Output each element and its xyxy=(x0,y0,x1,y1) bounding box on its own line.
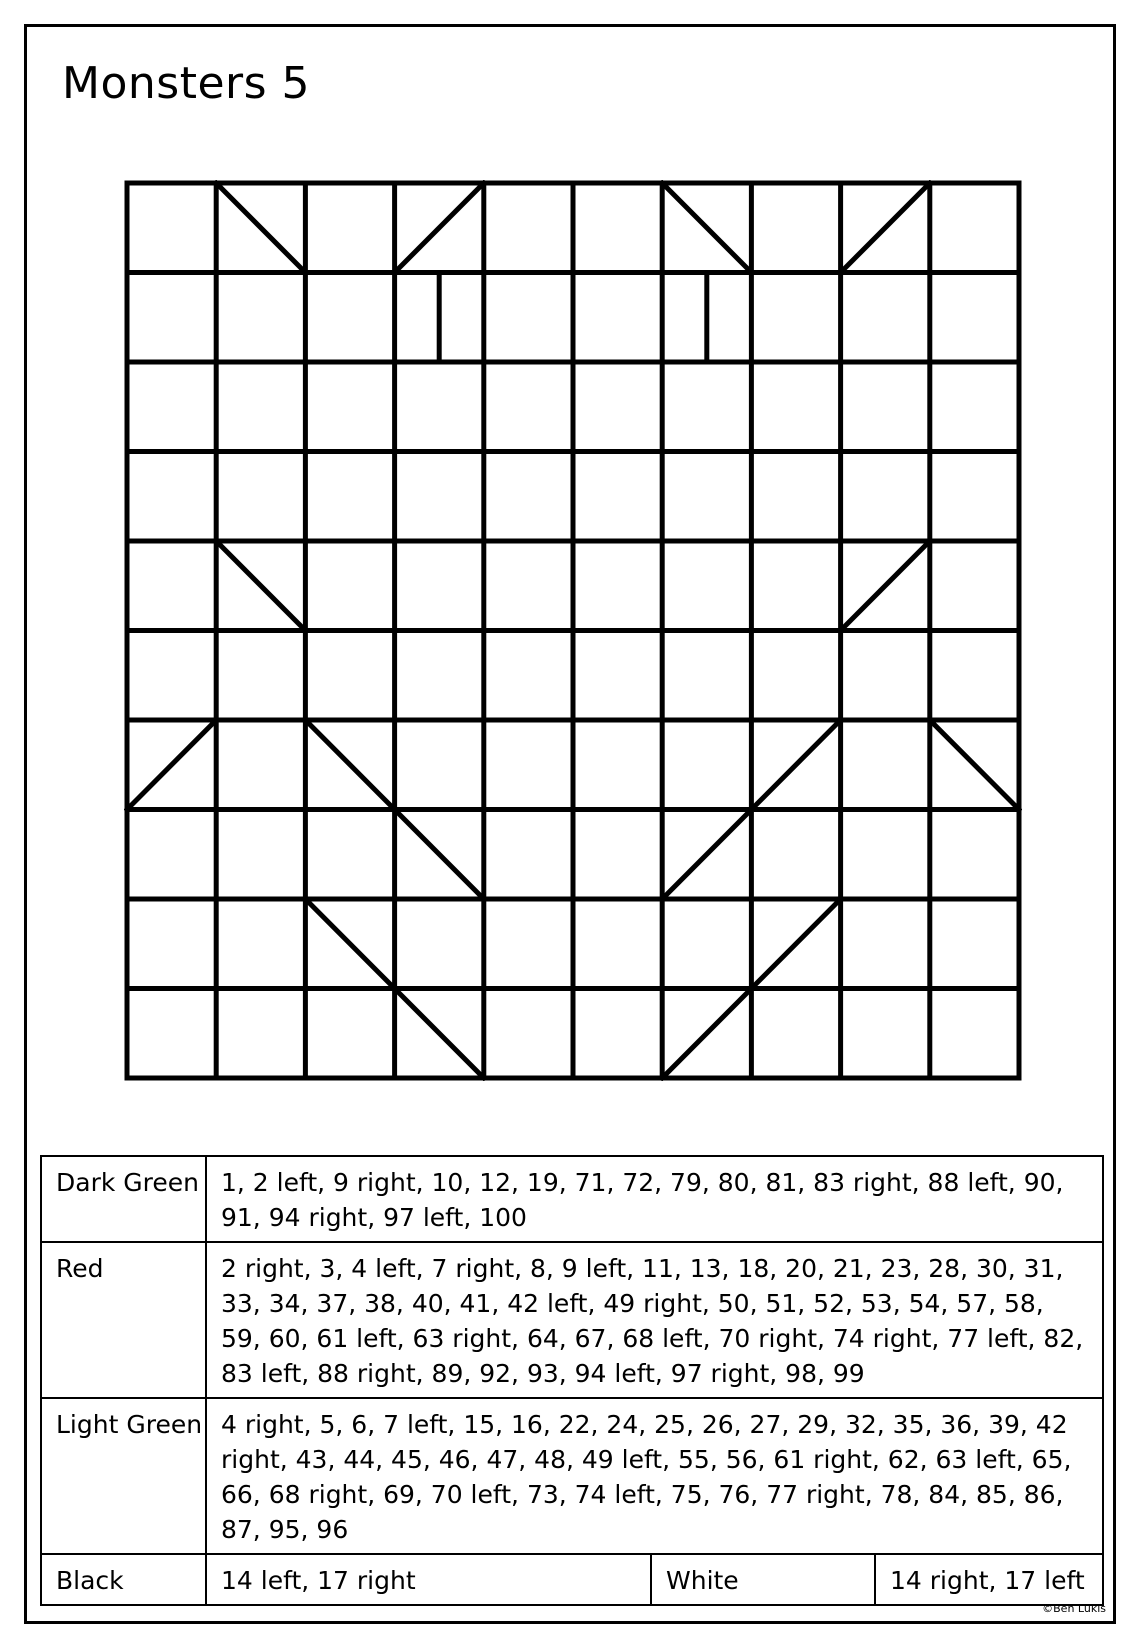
cell-diagonal xyxy=(841,541,930,631)
key-color-label-white: White xyxy=(651,1554,875,1605)
cell-diagonal xyxy=(395,183,484,273)
key-color-label: Light Green xyxy=(41,1398,206,1554)
cell-diagonal xyxy=(841,183,930,273)
key-row-light-green xyxy=(41,1398,1103,1554)
key-cell-list: 1, 2 left, 9 right, 10, 12, 19, 71, 72, 79, 80, 81, 83 right, 88 left, 90, 91, 94 right, 97 left, 100 xyxy=(206,1156,1103,1242)
cell-diagonal xyxy=(662,183,751,273)
key-cell-list-white: 14 right, 17 left xyxy=(875,1554,1103,1605)
cell-diagonal xyxy=(395,989,484,1079)
key-row-dark-green xyxy=(41,1156,1103,1242)
cell-diagonal xyxy=(662,810,751,900)
cell-diagonal xyxy=(216,541,305,631)
key-color-label-black: Black xyxy=(41,1554,206,1605)
key-row-black-white xyxy=(41,1554,1103,1605)
cell-diagonal xyxy=(305,899,394,989)
color-by-number-grid xyxy=(124,180,1022,1081)
grid-svg xyxy=(124,180,1022,1081)
cell-diagonal xyxy=(751,720,840,810)
key-cell-list-black: 14 left, 17 right xyxy=(206,1554,651,1605)
page-title: Monsters 5 xyxy=(62,58,311,109)
key-color-label: Red xyxy=(41,1242,206,1398)
cell-diagonal xyxy=(930,720,1019,810)
cell-diagonal xyxy=(305,720,394,810)
cell-diagonal xyxy=(751,899,840,989)
cell-diagonal xyxy=(127,720,216,810)
cell-diagonal xyxy=(662,989,751,1079)
copyright-text: ©Ben Lukis xyxy=(1042,1602,1106,1615)
key-cell-list: 2 right, 3, 4 left, 7 right, 8, 9 left, 11, 13, 18, 20, 21, 23, 28, 30, 31, 33, 34, 37, 38, 40, 41, 42 left, 49 right, 50, 51, 52, 53, 54, 57, 58, 59, 60, 61 left, 63 right, 64, 67, 68 left, 70 right, 74 right, 77 left, 82, 83 left, 88 right, 89, 92, 93, 94 left, 97 right, 98, 99 xyxy=(206,1242,1103,1398)
cell-diagonal xyxy=(395,810,484,900)
cell-diagonal xyxy=(216,183,305,273)
key-cell-list: 4 right, 5, 6, 7 left, 15, 16, 22, 24, 25, 26, 27, 29, 32, 35, 36, 39, 42 right, 43, 44, 45, 46, 47, 48, 49 left, 55, 56, 61 right, 62, 63 left, 65, 66, 68 right, 69, 70 left, 73, 74 left, 75, 76, 77 right, 78, 84, 85, 86, 87, 95, 96 xyxy=(206,1398,1103,1554)
color-key-table xyxy=(40,1155,1104,1606)
key-color-label: Dark Green xyxy=(41,1156,206,1242)
key-row-red xyxy=(41,1242,1103,1398)
